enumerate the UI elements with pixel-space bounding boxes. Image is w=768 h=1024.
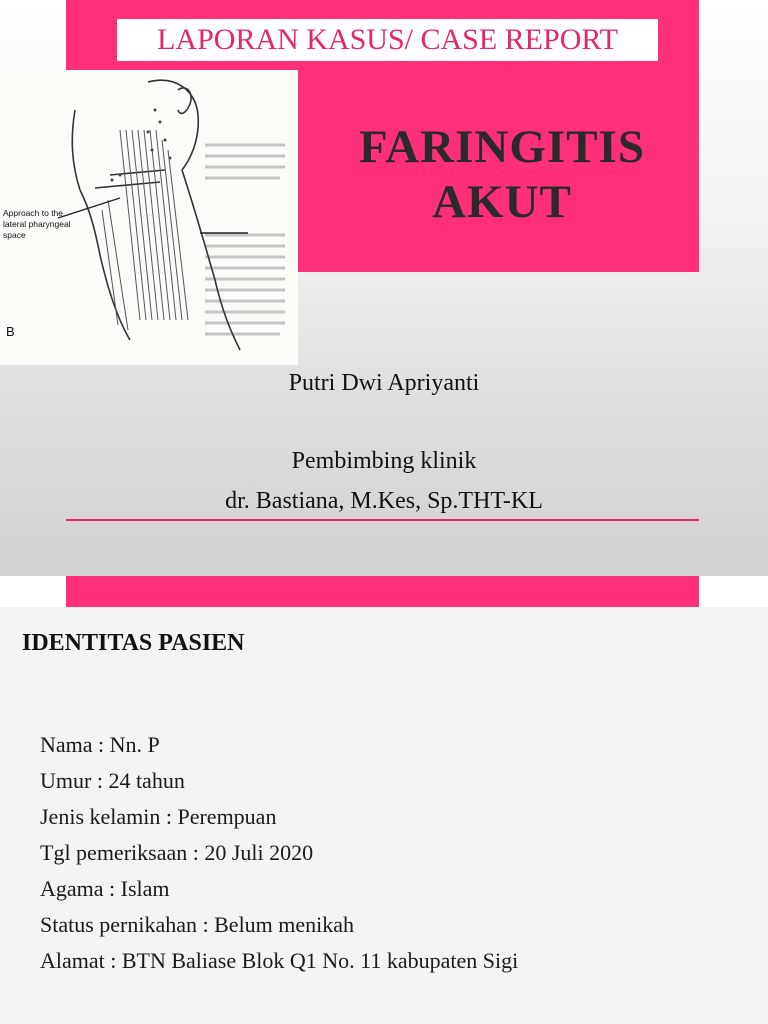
- title-line-2: AKUT: [432, 176, 572, 228]
- patient-address: Alamat : BTN Baliase Blok Q1 No. 11 kabupaten Sigi: [40, 948, 519, 973]
- patient-identity-slide: [0, 607, 768, 1024]
- figure-panel-letter: B: [6, 324, 15, 339]
- exam-date: Tgl pemeriksaan : 20 Juli 2020: [40, 840, 314, 865]
- section-heading: IDENTITAS PASIEN: [22, 630, 245, 656]
- neck-anatomy-drawing: [0, 70, 298, 365]
- figure-callout-line-3: space: [3, 230, 26, 240]
- marital-status: Status pernikahan : Belum menikah: [40, 912, 355, 937]
- slide-title: [312, 120, 692, 230]
- patient-sex: Jenis kelamin : Perempuan: [40, 804, 277, 829]
- title-line-1: FARINGITIS: [359, 121, 645, 173]
- patient-info-list: [40, 727, 518, 979]
- pink-divider-line: [66, 519, 699, 521]
- patient-religion: Agama : Islam: [40, 876, 170, 901]
- author-name: Putri Dwi Apriyanti: [288, 370, 480, 396]
- pink-footer-block: [66, 576, 699, 607]
- figure-callout-line-1: Approach to the: [3, 208, 64, 218]
- mentor-label: Pembimbing klinik: [291, 448, 477, 474]
- figure-callout-line-2: lateral pharyngeal: [3, 219, 71, 229]
- patient-age: Umur : 24 tahun: [40, 768, 185, 793]
- anatomy-illustration: [0, 70, 298, 365]
- mentor-name: dr. Bastiana, M.Kes, Sp.THT-KL: [225, 488, 543, 514]
- patient-name: Nama : Nn. P: [40, 732, 160, 757]
- report-type-label: LAPORAN KASUS/ CASE REPORT: [117, 19, 658, 61]
